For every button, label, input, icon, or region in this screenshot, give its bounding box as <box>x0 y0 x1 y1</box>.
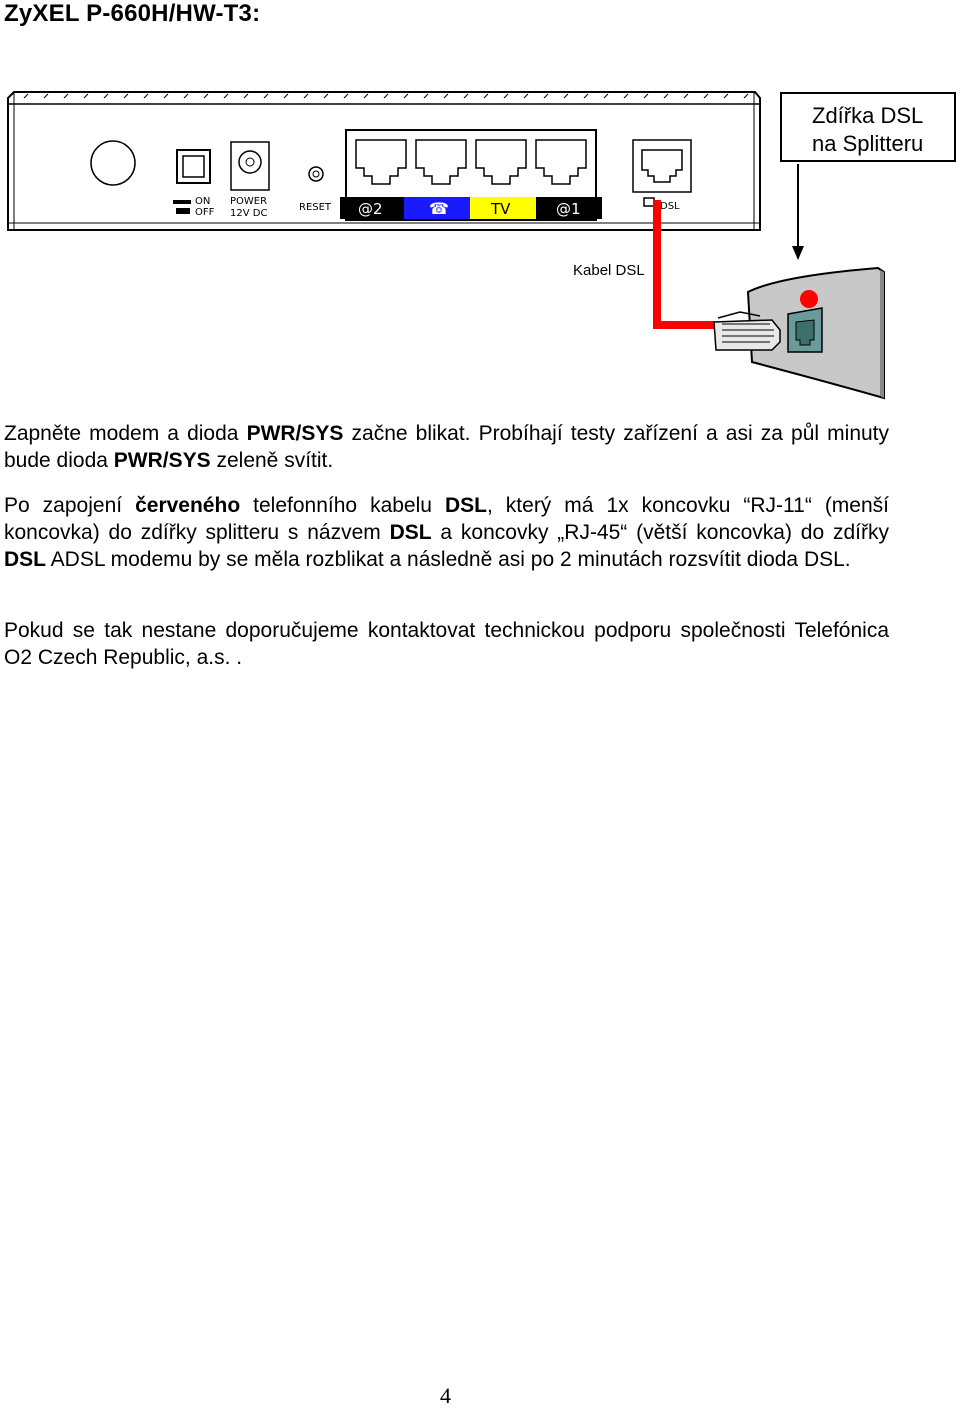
page-title: ZyXEL P-660H/HW-T3: <box>4 0 261 27</box>
reset-label: RESET <box>299 202 332 213</box>
text-run: , který má 1x koncovku “RJ-11“ (menší koncovka) do zdířky splitteru s názvem <box>4 494 889 544</box>
text-run: Po zapojení <box>4 494 136 517</box>
bold-run: DSL <box>444 494 487 517</box>
paragraph-cable-connection <box>4 492 889 573</box>
text-run: telefonního kabelu <box>240 494 445 517</box>
port-label-4: @1 <box>556 200 581 218</box>
text-run: Zapněte modem a dioda <box>4 422 247 445</box>
switch-off-label: OFF <box>195 207 215 218</box>
callout-line-1: Zdířka DSL <box>812 103 924 128</box>
splitter-indicator-dot <box>800 290 818 308</box>
splitter-dsl-callout <box>780 92 956 162</box>
paragraph-power-on <box>4 420 889 474</box>
text-run: ADSL modemu by se měla rozblikat a následně asi po 2 minutách rozsvítit dioda DSL. <box>46 548 851 571</box>
bold-run: PWR/SYS <box>246 422 344 445</box>
ethernet-port-block <box>340 130 602 220</box>
power-label: POWER <box>230 196 268 207</box>
cable-label: Kabel DSL <box>573 262 645 279</box>
power-voltage-label: 12V DC <box>230 208 268 219</box>
page-number: 4 <box>440 1383 451 1408</box>
port-label-1: @2 <box>358 200 383 218</box>
bold-run: PWR/SYS <box>113 449 211 472</box>
bold-run: DSL <box>389 521 432 544</box>
antenna-connector <box>91 141 135 185</box>
text-run: zeleně svítit. <box>210 449 334 472</box>
bold-run: DSL <box>4 548 46 571</box>
power-jack <box>230 142 269 219</box>
paragraph-support <box>4 617 889 671</box>
text-run: Pokud se tak nestane doporučujeme kontaktovat technickou podporu společnosti Telefónica O2 Czech Republic, a.s. . <box>4 619 889 669</box>
switch-on-label: ON <box>195 196 211 207</box>
text-run: a koncovky „RJ-45“ (větší koncovka) do zdířky <box>431 521 889 544</box>
callout-arrow <box>792 164 804 260</box>
port-label-3: TV <box>491 200 511 218</box>
text-run: začne blikat. Probíhají testy zařízení a asi za půl minuty bude dioda <box>4 422 890 472</box>
callout-line-2: na Splitteru <box>812 131 924 156</box>
bold-run: červeného <box>135 494 241 517</box>
phone-icon: ☎ <box>429 199 449 218</box>
router-dsl-label: DSL <box>660 201 680 212</box>
